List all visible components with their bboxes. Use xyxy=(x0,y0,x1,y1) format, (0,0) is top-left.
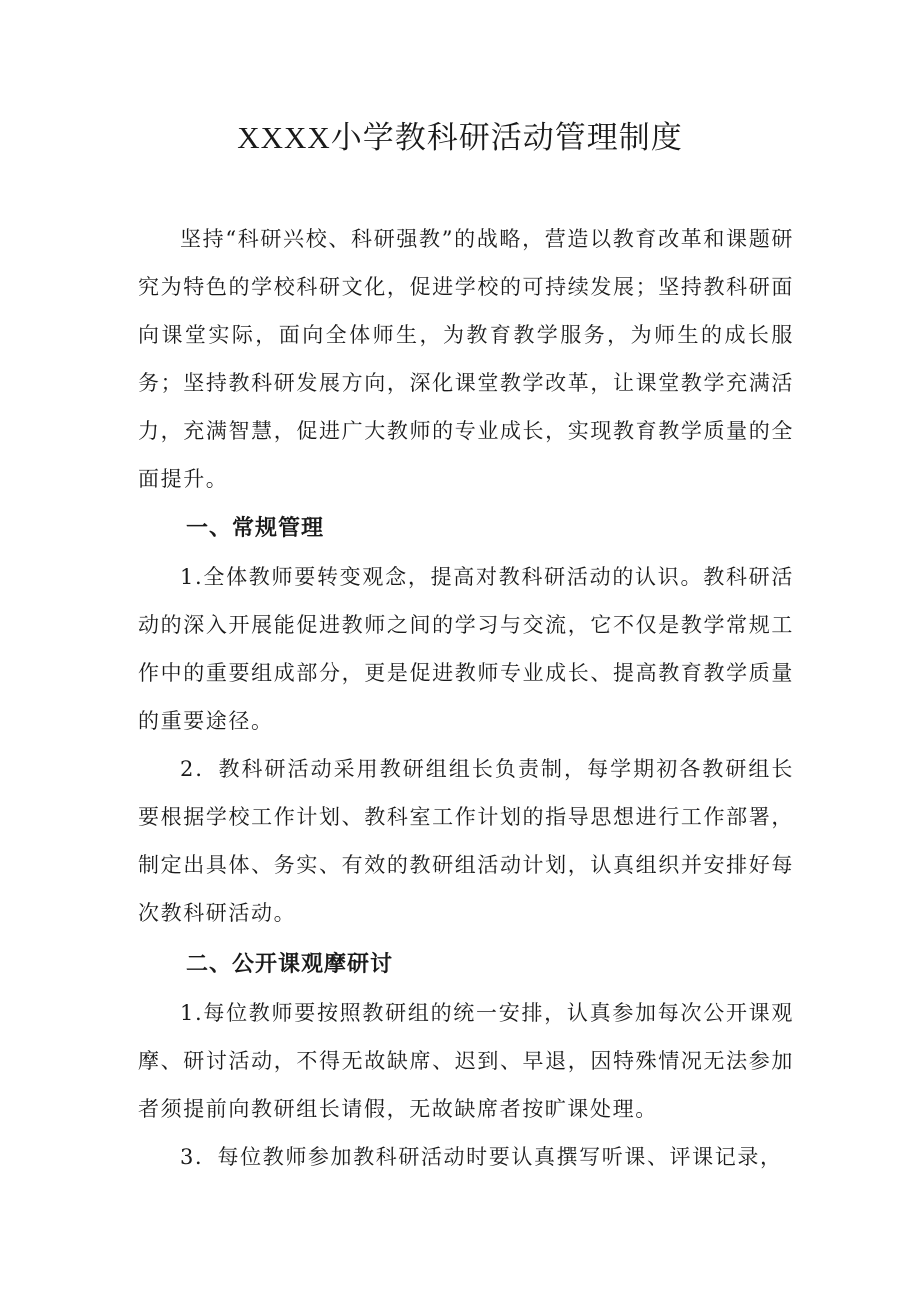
section-2-item-1: 1.每位教师要按照教研组的统一安排，认真参加每次公开课观摩、研讨活动，不得无故缺席、迟到、早退，因特殊情况无法参加者须提前向教研组长请假，无故缺席者按旷课处理。 xyxy=(138,1001,794,1121)
section-1-item-1: 1.全体教师要转变观念，提高对教科研活动的认识。教科研活动的深入开展能促进教师之间的学习与交流，它不仅是教学常规工作中的重要组成部分，更是促进教师专业成长、提高教育教学质量的重要途径。 xyxy=(138,565,794,733)
section-2-item-3: 3．每位教师参加教科研活动时要认真撰写听课、评课记录， xyxy=(180,1145,783,1169)
document-title xyxy=(0,112,920,164)
title-prefix: XXXX xyxy=(237,120,331,155)
section-1-heading: 一、常规管理 xyxy=(186,516,325,541)
intro-paragraph: 坚持“科研兴校、科研强教”的战略，营造以教育改革和课题研究为特色的学校科研文化，促进学校的可持续发展；坚持教科研面向课堂实际，面向全体师生，为教育教学服务，为师生的成长服务；坚持教科研发展方向，深化课堂教学改革，让课堂教学充满活力，充满智慧，促进广大教师的专业成长，实现教育教学质量的全面提升。 xyxy=(138,227,794,491)
title-main: 小学教科研活动管理制度 xyxy=(330,120,683,156)
section-1-item-2: 2．教科研活动采用教研组组长负责制，每学期初各教研组长要根据学校工作计划、教科室工作计划的指导思想进行工作部署，制定出具体、务实、有效的教研组活动计划，认真组织并安排好每次教科研活动。 xyxy=(138,757,794,925)
section-2-heading: 二、公开课观摩研讨 xyxy=(186,952,394,977)
